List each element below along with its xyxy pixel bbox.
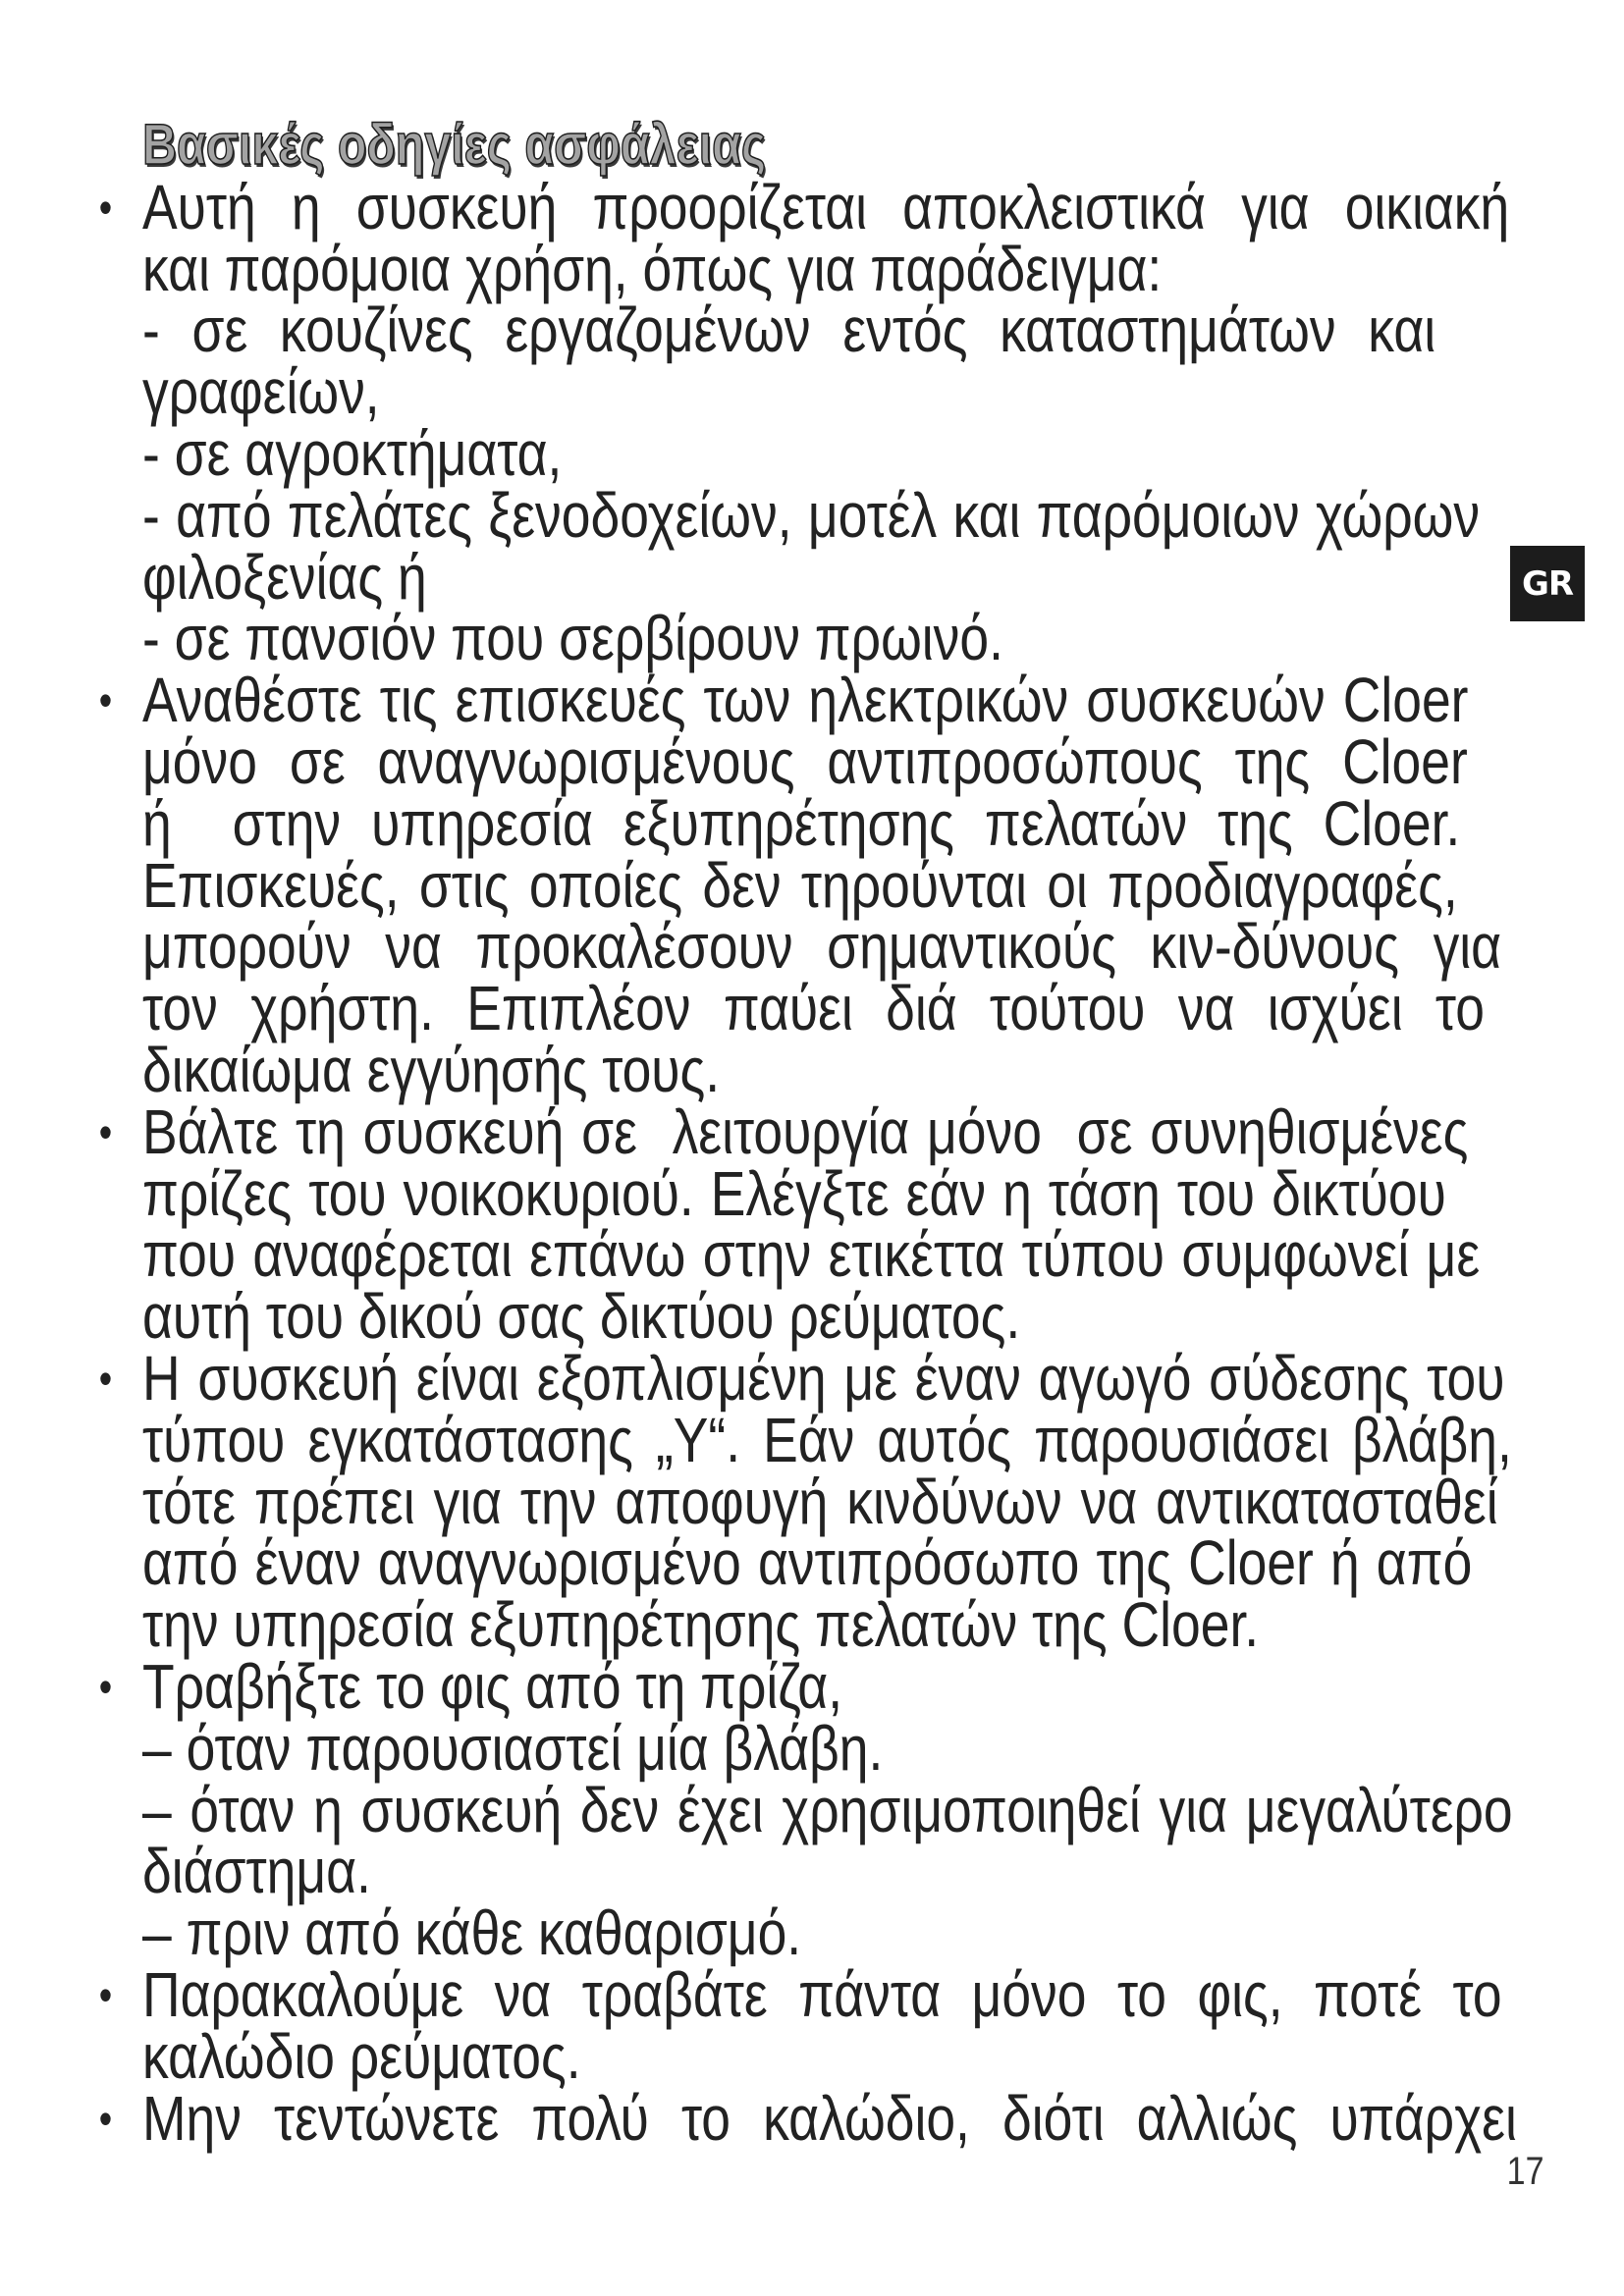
language-code: GR — [1521, 563, 1574, 604]
instruction-line: μπορούν να προκαλέσουν σημαντικούς κιν-δύνους για — [142, 911, 1502, 983]
instruction-line: πρίζες του νοικοκυριού. Ελέγξτε εάν η τάση του δικτύου — [142, 1157, 1446, 1229]
instruction-line: τον χρήστη. Επιπλέον παύει διά τούτου να ισχύει το — [142, 973, 1485, 1044]
instruction-line: - σε κουζίνες εργαζομένων εντός καταστημάτων και — [142, 294, 1436, 366]
instruction-item — [98, 1342, 1517, 1661]
section-heading: Βασικές οδηγίες ασφάλειας — [142, 113, 767, 177]
instruction-line: – όταν η συσκευή δεν έχει χρησιμοποιηθεί για μεγαλύτερο — [142, 1774, 1513, 1845]
instruction-line: μόνο σε αναγνωρισμένους αντιπροσώπους της Cloer — [142, 725, 1468, 797]
instruction-item — [98, 2082, 1517, 2154]
instruction-item — [98, 1958, 1517, 2092]
bullet: • — [98, 1660, 113, 1712]
instruction-line: δικαίωμα εγγύησής τους. — [142, 1034, 721, 1105]
language-badge — [1510, 546, 1585, 621]
instruction-line: - σε αγροκτήματα, — [142, 417, 563, 489]
instruction-line: από έναν αναγνωρισμένο αντιπρόσωπο της Cloer ή από — [142, 1527, 1473, 1599]
instruction-line: Επισκευές, στις οποίες δεν τηρούνται οι προδιαγραφές, — [142, 849, 1458, 921]
instruction-line: την υπηρεσία εξυπηρέτησης πελατών της Cloer. — [142, 1589, 1260, 1661]
bullet: • — [98, 2092, 113, 2144]
page-number: 17 — [1506, 2150, 1543, 2193]
instruction-line: - σε πανσιόν που σερβίρουν πρωινό. — [142, 603, 1003, 674]
instruction-line: - από πελάτες ξενοδοχείων, μοτέλ και παρόμοιων χώρων — [142, 479, 1481, 551]
instruction-line: γραφείων, — [142, 356, 380, 428]
instruction-line: Τραβήξτε το φις από τη πρίζα, — [142, 1650, 843, 1722]
instruction-line: ή στην υπηρεσία εξυπηρέτησης πελατών της Cloer. — [142, 787, 1461, 859]
bullet: • — [98, 181, 113, 233]
instruction-line: αυτή του δικού σας δικτύου ρεύματος. — [142, 1281, 1021, 1353]
instruction-line: – όταν παρουσιαστεί μία βλάβη. — [142, 1712, 884, 1784]
bullet: • — [98, 1352, 113, 1404]
instruction-line: φιλοξενίας ή — [142, 541, 427, 613]
bullet: • — [98, 1968, 113, 2020]
instruction-line: και παρόμοια χρήση, όπως για παράδειγμα: — [142, 233, 1163, 304]
instruction-line: Μην τεντώνετε πολύ το καλώδιο, διότι αλλιώς υπάρχει — [142, 2082, 1517, 2154]
instruction-line: Αναθέστε τις επισκευές των ηλεκτρικών συσκευών Cloer — [142, 665, 1469, 736]
instruction-line: καλώδιο ρεύματος. — [142, 2020, 581, 2092]
bullet: • — [98, 1105, 113, 1157]
instruction-line: Βάλτε τη συσκευή σε λειτουργία μόνο σε συνηθισμένες — [142, 1095, 1469, 1167]
instruction-line: τότε πρέπει για την αποφυγή κινδύνων να αντικατασταθεί — [142, 1466, 1498, 1537]
instruction-line: Αυτή η συσκευή προορίζεται αποκλειστικά για οικιακή — [142, 171, 1510, 242]
instruction-item — [98, 1095, 1517, 1353]
instruction-item — [98, 1650, 1517, 1969]
instruction-line: Η συσκευή είναι εξοπλισμένη με έναν αγωγό σύδεσης του — [142, 1342, 1505, 1414]
instruction-line: τύπου εγκατάστασης „Y“. Εάν αυτός παρουσιάσει βλάβη, — [142, 1404, 1512, 1475]
bullet: • — [98, 674, 113, 726]
instruction-item — [98, 171, 1517, 674]
instruction-item — [98, 665, 1517, 1105]
instruction-line: διάστημα. — [142, 1836, 371, 1907]
instruction-line: – πριν από κάθε καθαρισμό. — [142, 1897, 802, 1969]
instruction-line: Παρακαλούμε να τραβάτε πάντα μόνο το φις, ποτέ το — [142, 1958, 1502, 2030]
instruction-line: που αναφέρεται επάνω στην ετικέττα τύπου συμφωνεί με — [142, 1219, 1481, 1291]
safety-instructions — [98, 113, 1517, 2154]
